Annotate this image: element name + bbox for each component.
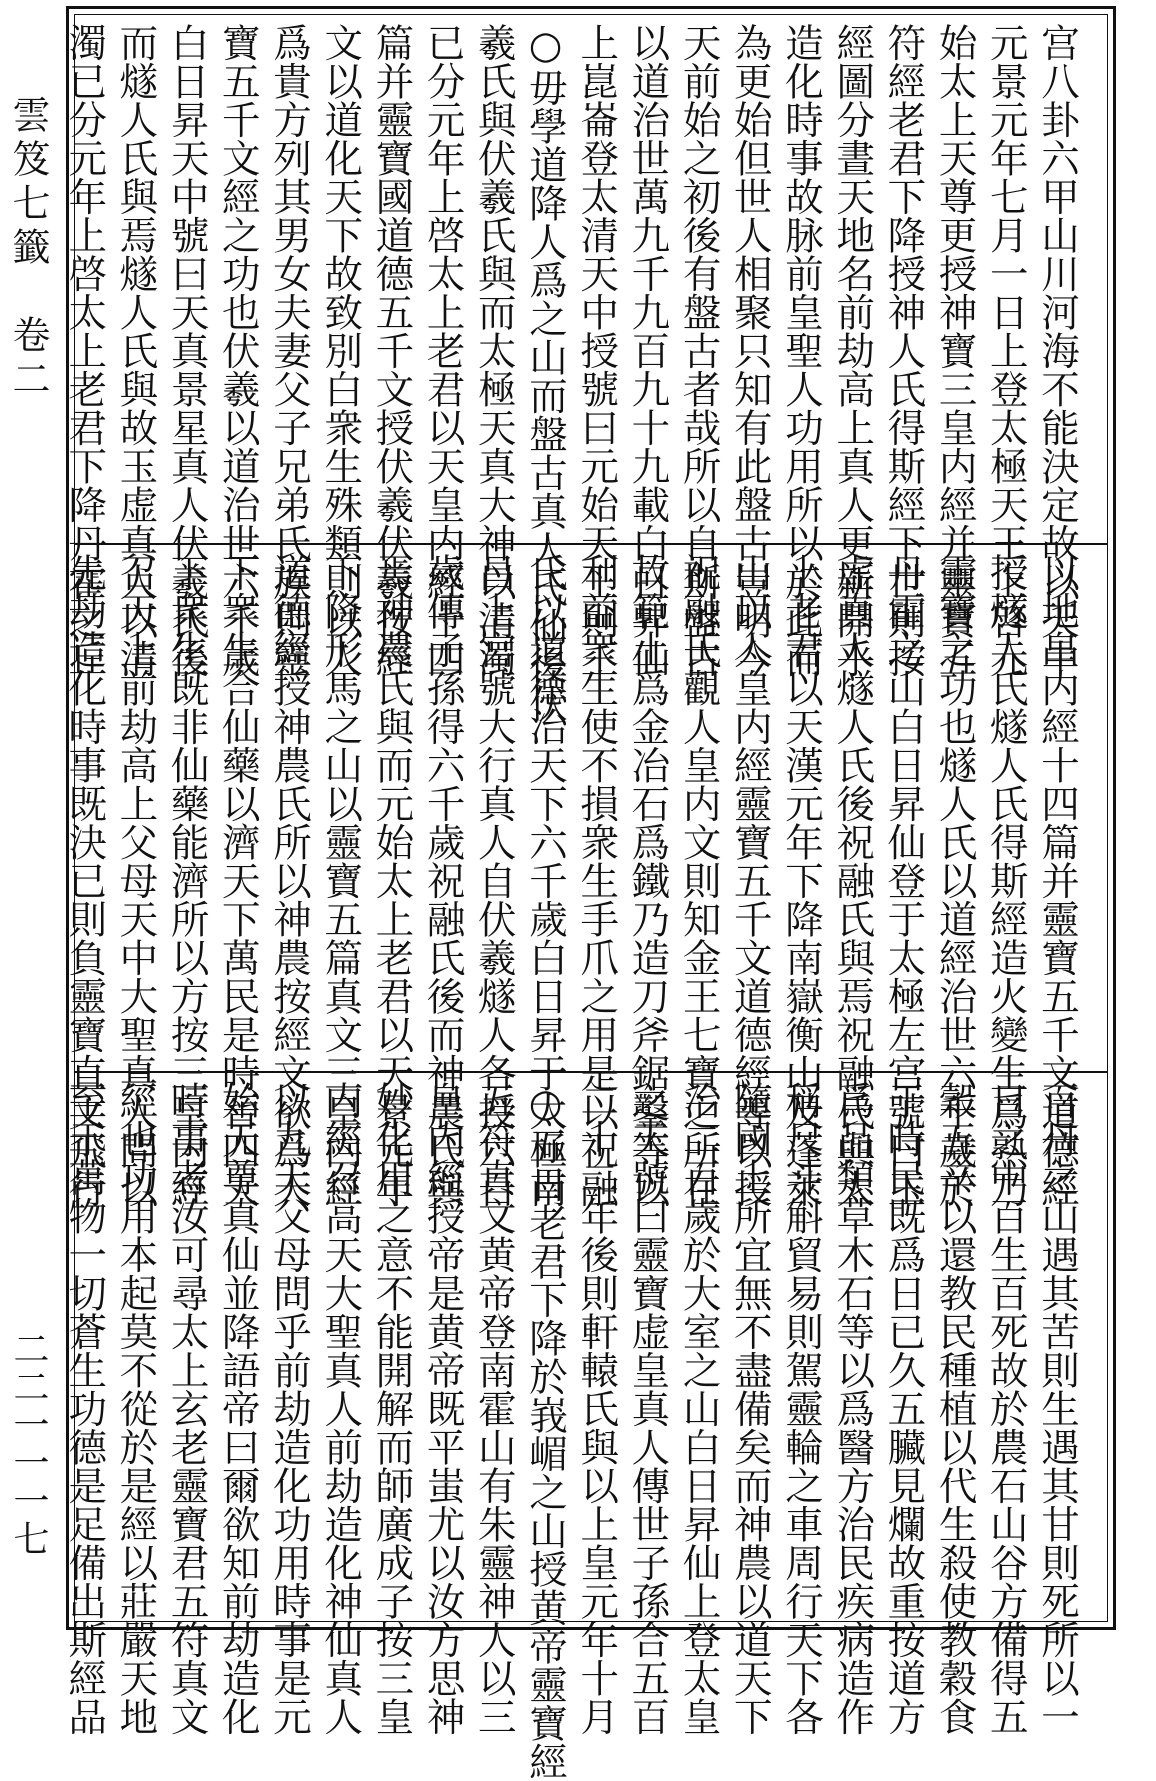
text-column: 以地皇内經十四篇并靈寶五千文道德經 (1035, 553, 1080, 1208)
text-column: 歲傳子孫得六千歲祝融氏後而神農氏與 (420, 553, 466, 1208)
text-column: 經也功用本起莫不從於是經以莊嚴天地 (113, 1081, 159, 1736)
text-column: 篇并靈寶國道德五千文授伏羲伏羲按經 (369, 23, 415, 678)
text-column: 治二百歲於大室之山白日昇仙上登太皇 (676, 1081, 722, 1736)
text-column: 以九天父母問乎前劫造化功用時事是元 (267, 1081, 312, 1736)
text-column: 造化時事故脉前皇聖人功用所以於此而 (779, 23, 824, 678)
text-column: 而燧人氏與焉燧人氏與故玉虚真人以清 (113, 23, 159, 678)
text-column: 道德經授神農氏所以神農按經文欲爲天 (267, 553, 312, 1208)
register-top (62, 23, 1107, 723)
text-column: 穀五辛以還教民種植以代生殺使教穀食 (932, 1081, 978, 1736)
text-column: 以道治世萬九千九百九十九載白日昇仙 (625, 23, 671, 678)
text-column: 至于萬物一切蒼生功德是足備出斯經品 (62, 1081, 108, 1736)
text-column: 百丹之山遇其苦則生遇其甘則死所以一 (1035, 1081, 1080, 1736)
text-column: 山以人皇内經靈寶五千文道德經等以授 (727, 553, 773, 1208)
text-column: 始太上天尊更授神寶三皇内經并靈寶五 (932, 23, 978, 678)
text-column: 寶五千文經之功也伏羲以道治世六千歲 (215, 23, 261, 678)
text-column: 焉神農氏與而元始太上老君以天景元年 (369, 553, 415, 1208)
text-column: 先劫造化時事既決已則負靈寶直文飛行 (62, 553, 108, 1208)
text-column: 時事者汝可尋太上玄老靈寶君五符真文 (164, 1081, 210, 1736)
register-divider (75, 543, 1107, 545)
text-column: 二十二年後則軒轅氏與以上皇元年十月 (574, 1081, 620, 1736)
text-column: 白日昇天中號曰天真景星真人伏羲氏後 (164, 23, 210, 678)
text-column: 妙化用之意不能開解而師廣成子按三皇 (369, 1081, 415, 1736)
text-column: 利益衆生使不損衆生手爪之用是以祝融 (574, 553, 620, 1208)
text-column: 授燧人氏燧人氏得斯經造火變生爲熟乃 (983, 553, 1029, 1208)
text-column: 上老君以天漢元年下降南嶽衡山及蓬萊 (779, 553, 824, 1208)
register-middle (62, 553, 1107, 1208)
text-column: 皇内經授帝是黄帝既平蚩尤以汝方思神 (420, 1081, 466, 1736)
text-column: 下衆生合仙藥以濟天下萬民是時晉四天 (215, 553, 261, 1208)
text-column: 隨國土所宜無不盡備矣而神農以道天下 (727, 1081, 773, 1736)
text-column: 内經召高天大聖真人前劫造化神仙真人 (318, 1081, 364, 1736)
text-column: 爲品類草木石等以爲醫方治民疾病造作 (830, 1081, 876, 1736)
text-column: 下降形馬之山以靈寶五篇真文三皇内經 (318, 553, 364, 1208)
text-column: 日之中百生百死故於農石山谷方備得五 (983, 1081, 1029, 1736)
text-column: 天前始之初後有盤古者哉所以自斯盤古 (676, 23, 722, 678)
margin-page-number: 二二一一一七 (8, 1330, 49, 1558)
text-column: ○毋學道降人爲之山而盤古真人氏仙後伏 (523, 23, 568, 723)
text-column: 丹霍之山白日昇仙登于太極左宫號曰玉 (881, 553, 927, 1208)
text-column: 故範土爲金冶石爲鐵乃造刀斧鋸鑿等以 (625, 553, 671, 1208)
text-column: 經圖分晝天地名前劫高上真人更新開乎 (830, 23, 876, 678)
text-column: 文以道化天下故致別白衆生殊類則以人 (318, 23, 364, 678)
text-column: 五符真文黄帝登南霍山有朱靈神人以三 (471, 1081, 517, 1736)
text-column: 符經老君下降授神人氏得斯經下世則按 (881, 23, 927, 678)
text-column: 上崑崙登太清天中授號曰元始天王則王 (574, 23, 620, 678)
register-bottom (62, 1081, 1107, 1781)
text-column: 昌上宫號大行真人自伏羲燧人各授六百 (471, 553, 517, 1208)
register-divider (75, 1071, 1107, 1073)
text-column: 爲貴方列其男女夫妻父子兄弟氏族則靈 (267, 23, 312, 678)
text-column: 虚真人燧人氏後祝融氏與焉祝融氏與太 (830, 553, 876, 1208)
text-column: 靈寶之功也燧人氏以道經治世六千歲於 (932, 553, 978, 1208)
text-column: 已分元年上啓太上老君以天皇内經十四 (420, 23, 466, 678)
text-column: 于時民既爲日已久五臟見爛故重按道方 (881, 1081, 927, 1736)
page-frame (62, 6, 1116, 1781)
text-column: 稱尺斗斛貿易則駕靈輪之車周行天下各 (779, 1081, 824, 1736)
text-column: 氏以道德治天下六千歲白日昇于太極南 (523, 553, 568, 1208)
text-column: 宫八卦六甲山川河海不能決定故以天中 (1035, 23, 1080, 678)
text-area (62, 14, 1108, 1781)
text-column: 元景元年七月一日上登太極天王上啓元 (983, 23, 1029, 678)
text-column: 羲氏與伏羲氏與而太極天真大神以清濁 (471, 23, 517, 678)
text-column: 之天號曰靈寶虚皇真人傳世子孫合五百 (625, 1081, 671, 1736)
text-column: ○五日老君下降於峩嵋之山授黄帝靈寶經 (523, 1081, 568, 1781)
text-column: 下衆生既非仙藥能濟所以方按三皇内經 (164, 553, 210, 1208)
text-column: 始天尊真仙並降語帝曰爾欲知前劫造化 (215, 1081, 261, 1736)
text-column: 召天上前劫高上父母天中大聖真人問以 (113, 553, 159, 1208)
margin-book-title: 雲笈七籤 卷二 (6, 95, 50, 403)
text-column: 祝融氏觀人皇内文則知金王七寶之所在 (676, 553, 722, 1208)
text-column: 濁已分元年上啓太上老君下降丹霍之丘 (62, 23, 108, 678)
text-column: 為更始但世人相聚只知有此盤古豈明今 (727, 23, 773, 678)
